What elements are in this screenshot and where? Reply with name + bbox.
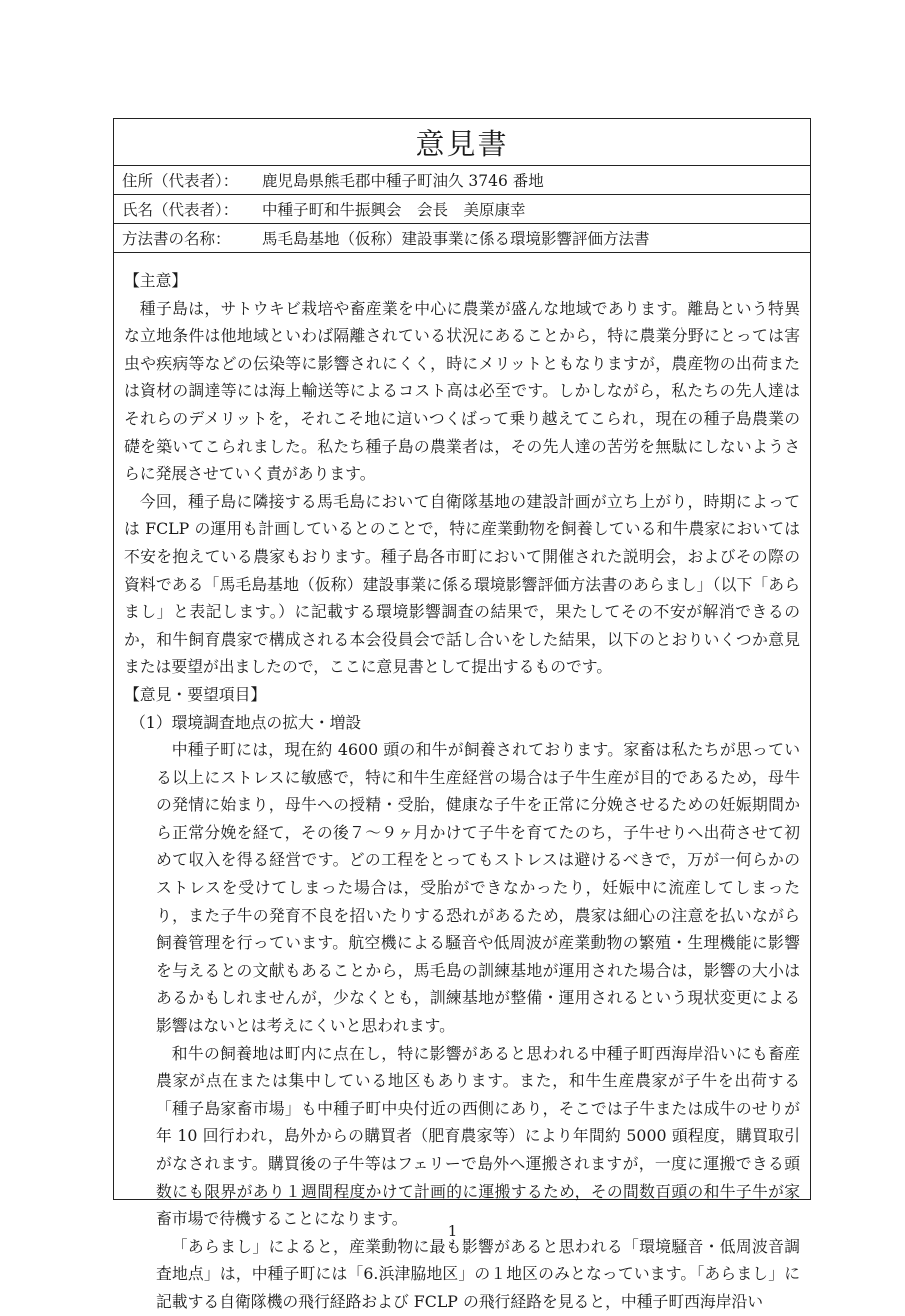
document-name-row: [114, 224, 810, 253]
document-body: [114, 253, 810, 1316]
section-opinion-heading: 【意見・要望項目】: [124, 684, 267, 704]
name-value: 中種子町和牛振興会 会長 美原康幸: [262, 201, 526, 219]
address-row: [114, 166, 810, 195]
item1-paragraph-3: 「あらまし」によると，産業動物に最も影響があると思われる「環境騒音・低周波音調査地点」は，中種子町には「6.浜津脇地区」の１地区のみとなっています。「あらまし」に記載する自衛隊機の飛行経路および FCLP の飛行経路を見ると，中種子町西海岸沿い: [156, 1236, 800, 1311]
item1-paragraph-2: 和牛の飼養地は町内に点在し，特に影響があると思われる中種子町西海岸沿いにも畜産農家が点在または集中している地区もあります。また，和牛生産農家が子牛を出荷する「種子島家畜市場」も中種子町中央付近の西側にあり，そこでは子牛または成牛のせりが年 10 回行われ，島外からの購買者（肥育農家等）により年間約 5000 頭程度，購買取引がなされます。購買後の子牛等はフェリーで島外へ運搬されますが，一度に運搬できる頭数にも限界があり１週間程度かけて計画的に運搬するため，その間数百頭の和牛子牛が家畜市場で待機することになります。: [156, 1043, 800, 1229]
name-label: 氏名（代表者）：: [122, 201, 239, 219]
main-paragraph-2: 今回，種子島に隣接する馬毛島において自衛隊基地の建設計画が立ち上がり，時期によっては FCLP の運用も計画しているとのことで，特に産業動物を飼養している和牛農家においては不安を抱えている農家もおります。種子島各市町において開催された説明会，およびその際の資料である「馬毛島基地（仮称）建設事業に係る環境影響評価方法書のあらまし」（以下「あらまし」と表記します。）に記載する環境影響調査の結果で，果たしてその不安が解消できるのか，和牛飼育農家で構成される本会役員会で話し合いをした結果，以下のとおりいくつか意見または要望が出ましたので，ここに意見書として提出するものです。: [124, 491, 800, 677]
document-title: 意見書: [114, 119, 810, 166]
item1-heading: （1）環境調査地点の拡大・増設: [130, 712, 362, 732]
address-value: 鹿児島県熊毛郡中種子町油久 3746 番地: [262, 172, 544, 190]
name-row: [114, 195, 810, 224]
document-name-label: 方法書の名称：: [122, 230, 231, 248]
document-frame: [113, 118, 811, 1311]
main-paragraph-1: 種子島は，サトウキビ栽培や畜産業を中心に農業が盛んな地域であります。離島という特異な立地条件は他地域といわば隔離されている状況にあることから，特に農業分野にとっては害虫や疾病等などの伝染等に影響されにくく，時にメリットともなりますが，農産物の出荷または資材の調達等には海上輸送等によるコスト高は必至です。しかしながら，私たちの先人達はそれらのデメリットを，それこそ地に這いつくばって乗り越えてこられ，現在の種子島農業の礎を築いてこられました。私たち種子島の農業者は，その先人達の苦労を無駄にしないようさらに発展させていく責があります。: [124, 298, 800, 484]
document-name-value: 馬毛島基地（仮称）建設事業に係る環境影響評価方法書: [262, 230, 650, 248]
page-number: 1: [447, 1222, 458, 1240]
item1-paragraph-1: 中種子町には，現在約 4600 頭の和牛が飼養されております。家畜は私たちが思っている以上にストレスに敏感で，特に和牛生産経営の場合は子牛生産が目的であるため，母牛の発情に始まり，母牛への授精・受胎，健康な子牛を正常に分娩させるための妊娠期間から正常分娩を経て，その後７～９ヶ月かけて子牛を育てたのち，子牛せりへ出荷させて初めて収入を得る経営です。どの工程をとってもストレスは避けるべきで，万が一何らかのストレスを受けてしまった場合は，受胎ができなかったり，妊娠中に流産してしまったり，また子牛の発育不良を招いたりする恐れがあるため，農家は細心の注意を払いながら飼養管理を行っています。航空機による騒音や低周波が産業動物の繁殖・生理機能に影響を与えるとの文献もあることから，馬毛島の訓練基地が運用された場合は，影響の大小はあるかもしれませんが，少なくとも，訓練基地が整備・運用されるという現状変更による影響はないとは考えにくいと思われます。: [156, 740, 800, 1036]
section-main-heading: 【主意】: [124, 271, 188, 290]
address-label: 住所（代表者）：: [122, 172, 239, 190]
